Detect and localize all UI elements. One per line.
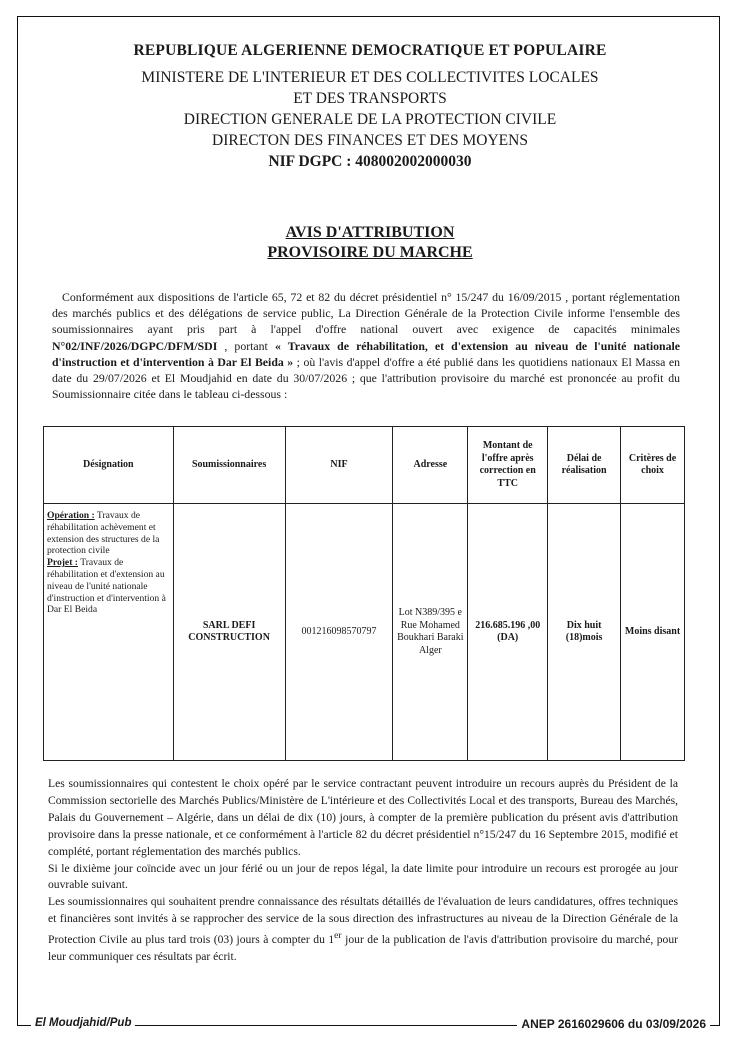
cell-designation bbox=[44, 504, 174, 761]
direction-generale: DIRECTION GENERALE DE LA PROTECTION CIVILE bbox=[183, 111, 557, 128]
cell-nif: 001216098570797 bbox=[285, 504, 393, 761]
holiday-paragraph: Si le dixième jour coïncide avec un jour férié ou un jour de repos légal, la date limite pour introduire un recours est prorogée au jour ouvrable suivant. bbox=[48, 861, 678, 892]
results-superscript: er bbox=[334, 930, 342, 942]
operation-label: Opération : bbox=[47, 510, 95, 521]
intro-part-2: , portant bbox=[217, 338, 275, 353]
notice-title bbox=[40, 223, 700, 263]
operation-text: Travaux de réhabilitation achèvement et extension des structures de la protection civile bbox=[47, 510, 160, 557]
header-nif: NIF bbox=[285, 427, 393, 504]
results-part-1: Les soumissionnaires qui souhaitent prendre connaissance des résultats détaillés de l'évaluation de leurs candidatures, offres techniques et financières sont invités à se rapprocher des service de la sous direction des infrastructures au niveau de la Direction Générale de la Protection Civile au plus tard trois (03) jours à compter du 1 bbox=[48, 895, 678, 947]
intro-part-1: Conformément aux dispositions de l'article 65, 72 et 82 du décret présidentiel n° 15/247 du 16/09/2015 , portant réglementation des marchés publics et des délégations de service public, La Direction Générale de la Protection Civile informe l'ensemble des soumissionnaires ayant pris part à l'appel d'offre national ouvert avec exigence de capacités minimales bbox=[52, 290, 680, 337]
direction-finances: DIRECTON DES FINANCES ET DES MOYENS bbox=[212, 132, 528, 149]
notice-title-line-2: PROVISOIRE DU MARCHE bbox=[267, 244, 473, 261]
cell-delai: Dix huit (18)mois bbox=[548, 504, 621, 761]
cell-soumissionnaire: SARL DEFI CONSTRUCTION bbox=[173, 504, 285, 761]
ministry-line-1: MINISTERE DE L'INTERIEUR ET DES COLLECTIVITES LOCALES bbox=[141, 69, 599, 86]
header-delai: Délai de réalisation bbox=[548, 427, 621, 504]
cell-adresse: Lot N389/395 e Rue Mohamed Boukhari Baraki Alger bbox=[393, 504, 468, 761]
header-criteres: Critères de choix bbox=[621, 427, 685, 504]
projet-label: Projet : bbox=[47, 557, 78, 569]
cell-montant: 216.685.196 ,00 (DA) bbox=[468, 504, 548, 761]
republic-title: REPUBLIQUE ALGERIENNE DEMOCRATIQUE ET POPULAIRE bbox=[133, 42, 607, 59]
ministry-line-2: ET DES TRANSPORTS bbox=[293, 90, 447, 107]
table-header-row bbox=[44, 427, 685, 504]
table-row bbox=[44, 504, 685, 761]
notice-title-line-1: AVIS D'ATTRIBUTION bbox=[285, 224, 455, 241]
intro-paragraph bbox=[52, 289, 680, 402]
header-designation: Désignation bbox=[44, 427, 174, 504]
body-text bbox=[48, 776, 678, 966]
award-table bbox=[43, 426, 685, 761]
results-part-2: jour de la publication de l'avis d'attribution provisoire du marché, pour leur communiquer ces résultats par écrit. bbox=[48, 933, 678, 963]
header-montant: Montant de l'offre après correction en TTC bbox=[468, 427, 548, 504]
footer bbox=[17, 1017, 720, 1035]
results-paragraph bbox=[48, 894, 678, 965]
projet-text: Travaux de réhabilitation et d'extension au niveau de l'unité nationale d'instruction et d'intervention à Dar El Beida bbox=[47, 557, 166, 616]
header-soumissionnaires: Soumissionnaires bbox=[173, 427, 285, 504]
project-name: « Travaux de réhabilitation, et d'extension au niveau de l'unité nationale d'instruction et d'intervention à Dar El Beida » bbox=[52, 338, 680, 369]
header-adresse: Adresse bbox=[393, 427, 468, 504]
cell-criteres: Moins disant bbox=[621, 504, 685, 761]
document-header bbox=[40, 40, 700, 172]
nif-line: NIF DGPC : 408002002000030 bbox=[268, 153, 472, 170]
footer-anep-reference: ANEP 2616029606 du 03/09/2026 bbox=[517, 1017, 710, 1031]
tender-reference: N°02/INF/2026/DGPC/DFM/SDI bbox=[52, 338, 218, 353]
recourse-paragraph: Les soumissionnaires qui contestent le choix opéré par le service contractant peuvent introduire un recours auprès du Président de la Commission sectorielle des Marchés Publics/Ministère de L'intérieure et des Collectivités Local et des transports, Bureau des Marchés, Palais du Gouvernement – Algérie, dans un délai de dix (10) jours, à compter de la première publication du présent avis d'attribution provisoire dans la presse nationale, et ce conformément à l'article 82 du décret présidentiel n°15/247 du 16 Septembre 2015, modifié et complété, portant réglementation des marchés publics. bbox=[48, 777, 678, 858]
intro-part-3: ; où l'avis d'appel d'offre a été publié dans les quotidiens nationaux El Massa en date du 29/07/2026 et El Moudjahid en date du 30/07/2026 ; que l'attribution provisoire du marché est prononcée au profit du Soumissionnaire citée dans le tableau ci-dessous : bbox=[52, 354, 681, 402]
footer-publication: El Moudjahid/Pub bbox=[31, 1017, 135, 1029]
